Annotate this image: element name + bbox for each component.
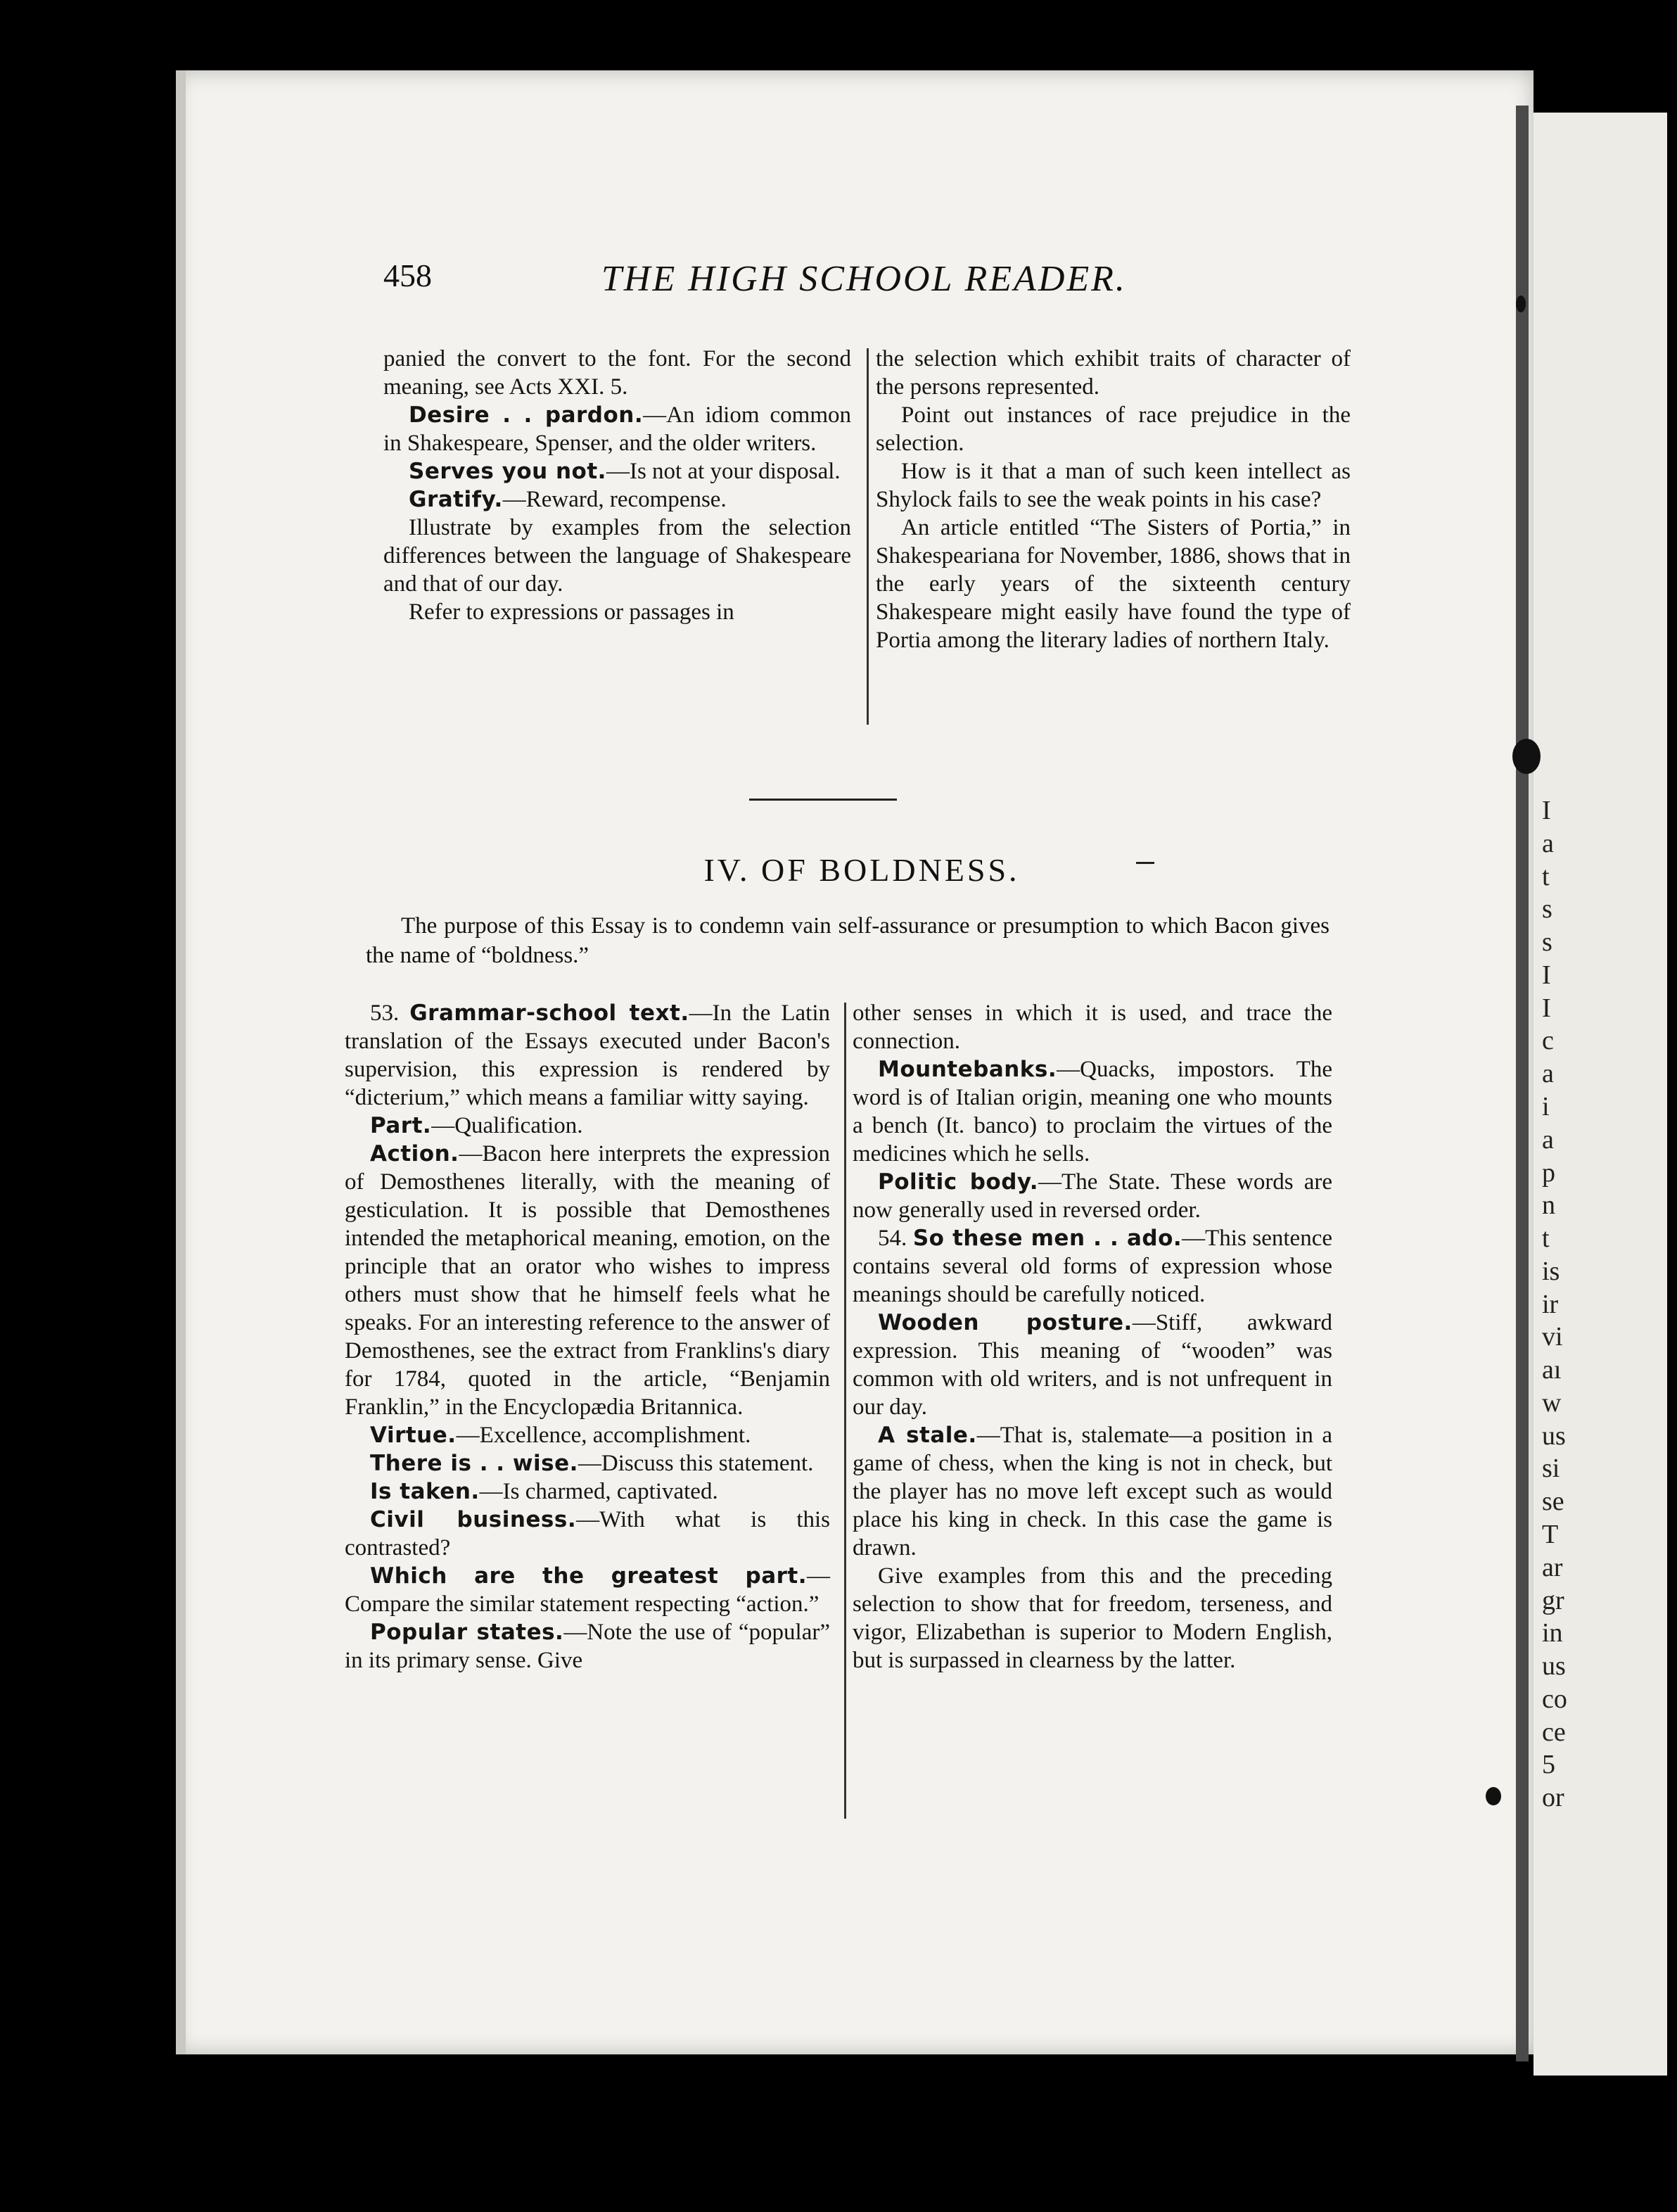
note-term: Action. <box>370 1141 459 1167</box>
note-text: the selection which exhibit traits of character of the persons represented. <box>876 346 1351 400</box>
facing-page-fragment: gr <box>1542 1586 1564 1615</box>
note-text: panied the convert to the font. For the second meaning, see Acts XXI. 5. <box>383 346 851 400</box>
note-paragraph <box>383 514 851 598</box>
note-paragraph <box>345 999 830 1112</box>
note-term: Grammar-school text. <box>409 1000 689 1026</box>
note-term: Part. <box>370 1113 432 1138</box>
note-paragraph <box>383 457 851 485</box>
note-number: 53. <box>370 1000 410 1026</box>
note-paragraph <box>876 345 1351 401</box>
note-paragraph <box>383 485 851 514</box>
column-divider-bottom <box>844 1003 846 1819</box>
note-term: Serves you not. <box>409 459 606 484</box>
facing-page-fragment: in <box>1542 1618 1563 1648</box>
facing-page-fragment: si <box>1542 1454 1560 1483</box>
note-paragraph <box>853 1562 1332 1674</box>
note-paragraph <box>853 1224 1332 1309</box>
note-paragraph <box>876 514 1351 654</box>
facing-page-fragment: ar <box>1542 1553 1563 1582</box>
note-text: —With what is this contrasted? <box>345 1507 830 1561</box>
note-text: —Bacon here interprets the expression of Demosthenes literally, with the meaning of gesticulation. It is possible that Demosthenes intended the metaphorical meaning, emotion, on the principle that an orator who wishes to impress others must show that he himself feels what he speaks. For an interesting reference to the answer of Demosthenes, see the extract from Franklins's diary for 1784, quoted in the article, “Benjamin Franklin,” in the Encyclopædia Britannica. <box>345 1141 830 1420</box>
note-text: —Qualification. <box>431 1113 583 1138</box>
facing-page-fragment: ir <box>1542 1290 1559 1319</box>
facing-page <box>1533 113 1667 2076</box>
facing-page-fragment: 5 <box>1542 1750 1555 1779</box>
note-term: Gratify. <box>409 487 503 512</box>
facing-page-fragment: c <box>1542 1026 1554 1055</box>
note-paragraph <box>345 1477 830 1506</box>
facing-page-fragment: or <box>1542 1783 1564 1812</box>
scan-smudge <box>1486 1787 1501 1805</box>
notes-column-bottom-right <box>853 999 1332 1674</box>
stray-dash-mark <box>1136 862 1154 864</box>
facing-page-fragment: i <box>1542 1092 1550 1121</box>
facing-page-fragment: a <box>1542 1059 1554 1088</box>
facing-page-fragment: t <box>1542 1223 1550 1253</box>
section-title: IV. OF BOLDNESS. <box>703 852 1020 888</box>
note-term: A stale. <box>878 1423 977 1448</box>
note-text: —That is, stalemate—a position in a game of chess, when the king is not in check, but the player has no move left except such as would place his king in check. In this case the game is drawn. <box>853 1423 1332 1561</box>
facing-page-fragment: vi <box>1542 1322 1563 1352</box>
page-header <box>383 257 1171 313</box>
facing-page-fragment: I <box>1542 796 1551 825</box>
facing-page-fragment: p <box>1542 1158 1555 1188</box>
notes-column-top-right <box>876 345 1351 654</box>
facing-page-fragment: a <box>1542 1125 1554 1155</box>
note-text: —Is charmed, captivated. <box>479 1479 718 1504</box>
facing-page-fragment: us <box>1542 1651 1566 1681</box>
note-paragraph <box>853 999 1332 1055</box>
note-term: Popular states. <box>370 1620 564 1645</box>
note-paragraph <box>345 1112 830 1140</box>
facing-page-fragment: co <box>1542 1684 1567 1714</box>
note-text: Give examples from this and the preceding selection to show that for freedom, terseness, and vigor, Elizabethan is superior to Modern English, but is surpassed in clearness by the latter. <box>853 1563 1332 1673</box>
note-text: —In the Latin translation of the Essays executed under Bacon's supervision, this expression is rendered by “dicterium,” which means a familiar witty saying. <box>345 1000 830 1110</box>
note-text: —Quacks, impostors. The word is of Italian origin, meaning one who mounts a bench (It. banco) to proclaim the virtues of the medicines which he sells. <box>853 1057 1332 1167</box>
note-paragraph <box>853 1421 1332 1562</box>
note-text: —Compare the similar statement respecting “action.” <box>345 1563 830 1617</box>
note-paragraph <box>345 1506 830 1562</box>
note-paragraph <box>345 1421 830 1449</box>
note-term: Wooden posture. <box>878 1310 1133 1335</box>
running-head: THE HIGH SCHOOL READER. <box>601 259 1127 299</box>
note-paragraph <box>853 1168 1332 1224</box>
facing-page-fragment: s <box>1542 894 1552 924</box>
note-paragraph <box>383 598 851 626</box>
note-text: —An idiom common in Shakespeare, Spenser, and the older writers. <box>383 402 851 456</box>
facing-page-fragment: I <box>1542 993 1551 1023</box>
facing-page-fragment: ce <box>1542 1717 1566 1747</box>
note-term: So these men . . ado. <box>912 1226 1182 1251</box>
facing-page-fragment: n <box>1542 1190 1555 1220</box>
note-number: 54. <box>878 1226 913 1251</box>
note-term: Desire . . pardon. <box>409 402 644 428</box>
note-paragraph <box>853 1055 1332 1168</box>
scan-smudge <box>1516 295 1526 312</box>
note-text: —Excellence, accomplishment. <box>456 1423 751 1448</box>
note-term: Politic body. <box>878 1169 1039 1195</box>
note-paragraph <box>345 1562 830 1618</box>
note-term: Is taken. <box>370 1479 480 1504</box>
note-paragraph <box>876 401 1351 457</box>
note-text: —Stiff, awkward expression. This meaning of “wooden” was common with old writers, and is not unfrequent in our day. <box>853 1310 1332 1420</box>
note-paragraph <box>345 1449 830 1477</box>
notes-column-bottom-left <box>345 999 830 1674</box>
note-text: —This sentence contains several old forms of expression whose meanings should be carefully noticed. <box>853 1226 1332 1307</box>
note-paragraph <box>853 1309 1332 1421</box>
note-term: Mountebanks. <box>878 1057 1057 1082</box>
book-gutter <box>1516 106 1529 2061</box>
facing-page-fragment: aı <box>1542 1355 1562 1385</box>
note-paragraph <box>383 345 851 401</box>
page-edge <box>176 70 186 2054</box>
note-text: other senses in which it is used, and trace the connection. <box>853 1000 1332 1054</box>
note-text: Refer to expressions or passages in <box>409 599 734 625</box>
section-separator <box>749 799 897 801</box>
note-term: Which are the greatest part. <box>370 1563 807 1589</box>
facing-page-fragment: us <box>1542 1421 1566 1451</box>
facing-page-fragment: I <box>1542 960 1551 990</box>
facing-page-fragment: is <box>1542 1257 1560 1286</box>
note-text: Point out instances of race prejudice in the selection. <box>876 402 1351 456</box>
facing-page-fragment: s <box>1542 927 1552 957</box>
facing-page-fragment: t <box>1542 862 1550 891</box>
note-paragraph <box>876 457 1351 514</box>
facing-page-fragment: se <box>1542 1487 1564 1516</box>
notes-column-top-left <box>383 345 851 626</box>
note-text: —Note the use of “popular” in its primary sense. Give <box>345 1620 830 1673</box>
note-paragraph <box>345 1140 830 1421</box>
section-intro: The purpose of this Essay is to condemn vain self-assurance or presumption to which Bacon gives the name of “boldness.” <box>366 913 1330 968</box>
note-text: —Discuss this statement. <box>578 1451 814 1476</box>
page-number: 458 <box>383 258 432 293</box>
note-term: Virtue. <box>370 1423 457 1448</box>
note-text: An article entitled “The Sisters of Portia,” in Shakespeariana for November, 1886, shows that in the early years of the sixteenth century Shakespeare might easily have found the type of Portia among the literary ladies of northern Italy. <box>876 515 1351 653</box>
facing-page-fragment: T <box>1542 1520 1559 1549</box>
note-paragraph <box>383 401 851 457</box>
note-paragraph <box>345 1618 830 1674</box>
note-text: —Is not at your disposal. <box>606 459 841 484</box>
note-text: —The State. These words are now generally used in reversed order. <box>853 1169 1333 1223</box>
note-term: There is . . wise. <box>370 1451 578 1476</box>
column-divider-top <box>867 348 869 725</box>
facing-page-fragment: a <box>1542 829 1554 858</box>
note-text: How is it that a man of such keen intellect as Shylock fails to see the weak points in his case? <box>876 459 1351 512</box>
facing-page-fragment: w <box>1542 1388 1562 1418</box>
scan-smudge <box>1512 739 1541 774</box>
note-term: Civil business. <box>370 1507 577 1532</box>
note-text: Illustrate by examples from the selection differences between the language of Shakespeare and that of our day. <box>383 515 851 597</box>
note-text: —Reward, recompense. <box>502 487 727 512</box>
